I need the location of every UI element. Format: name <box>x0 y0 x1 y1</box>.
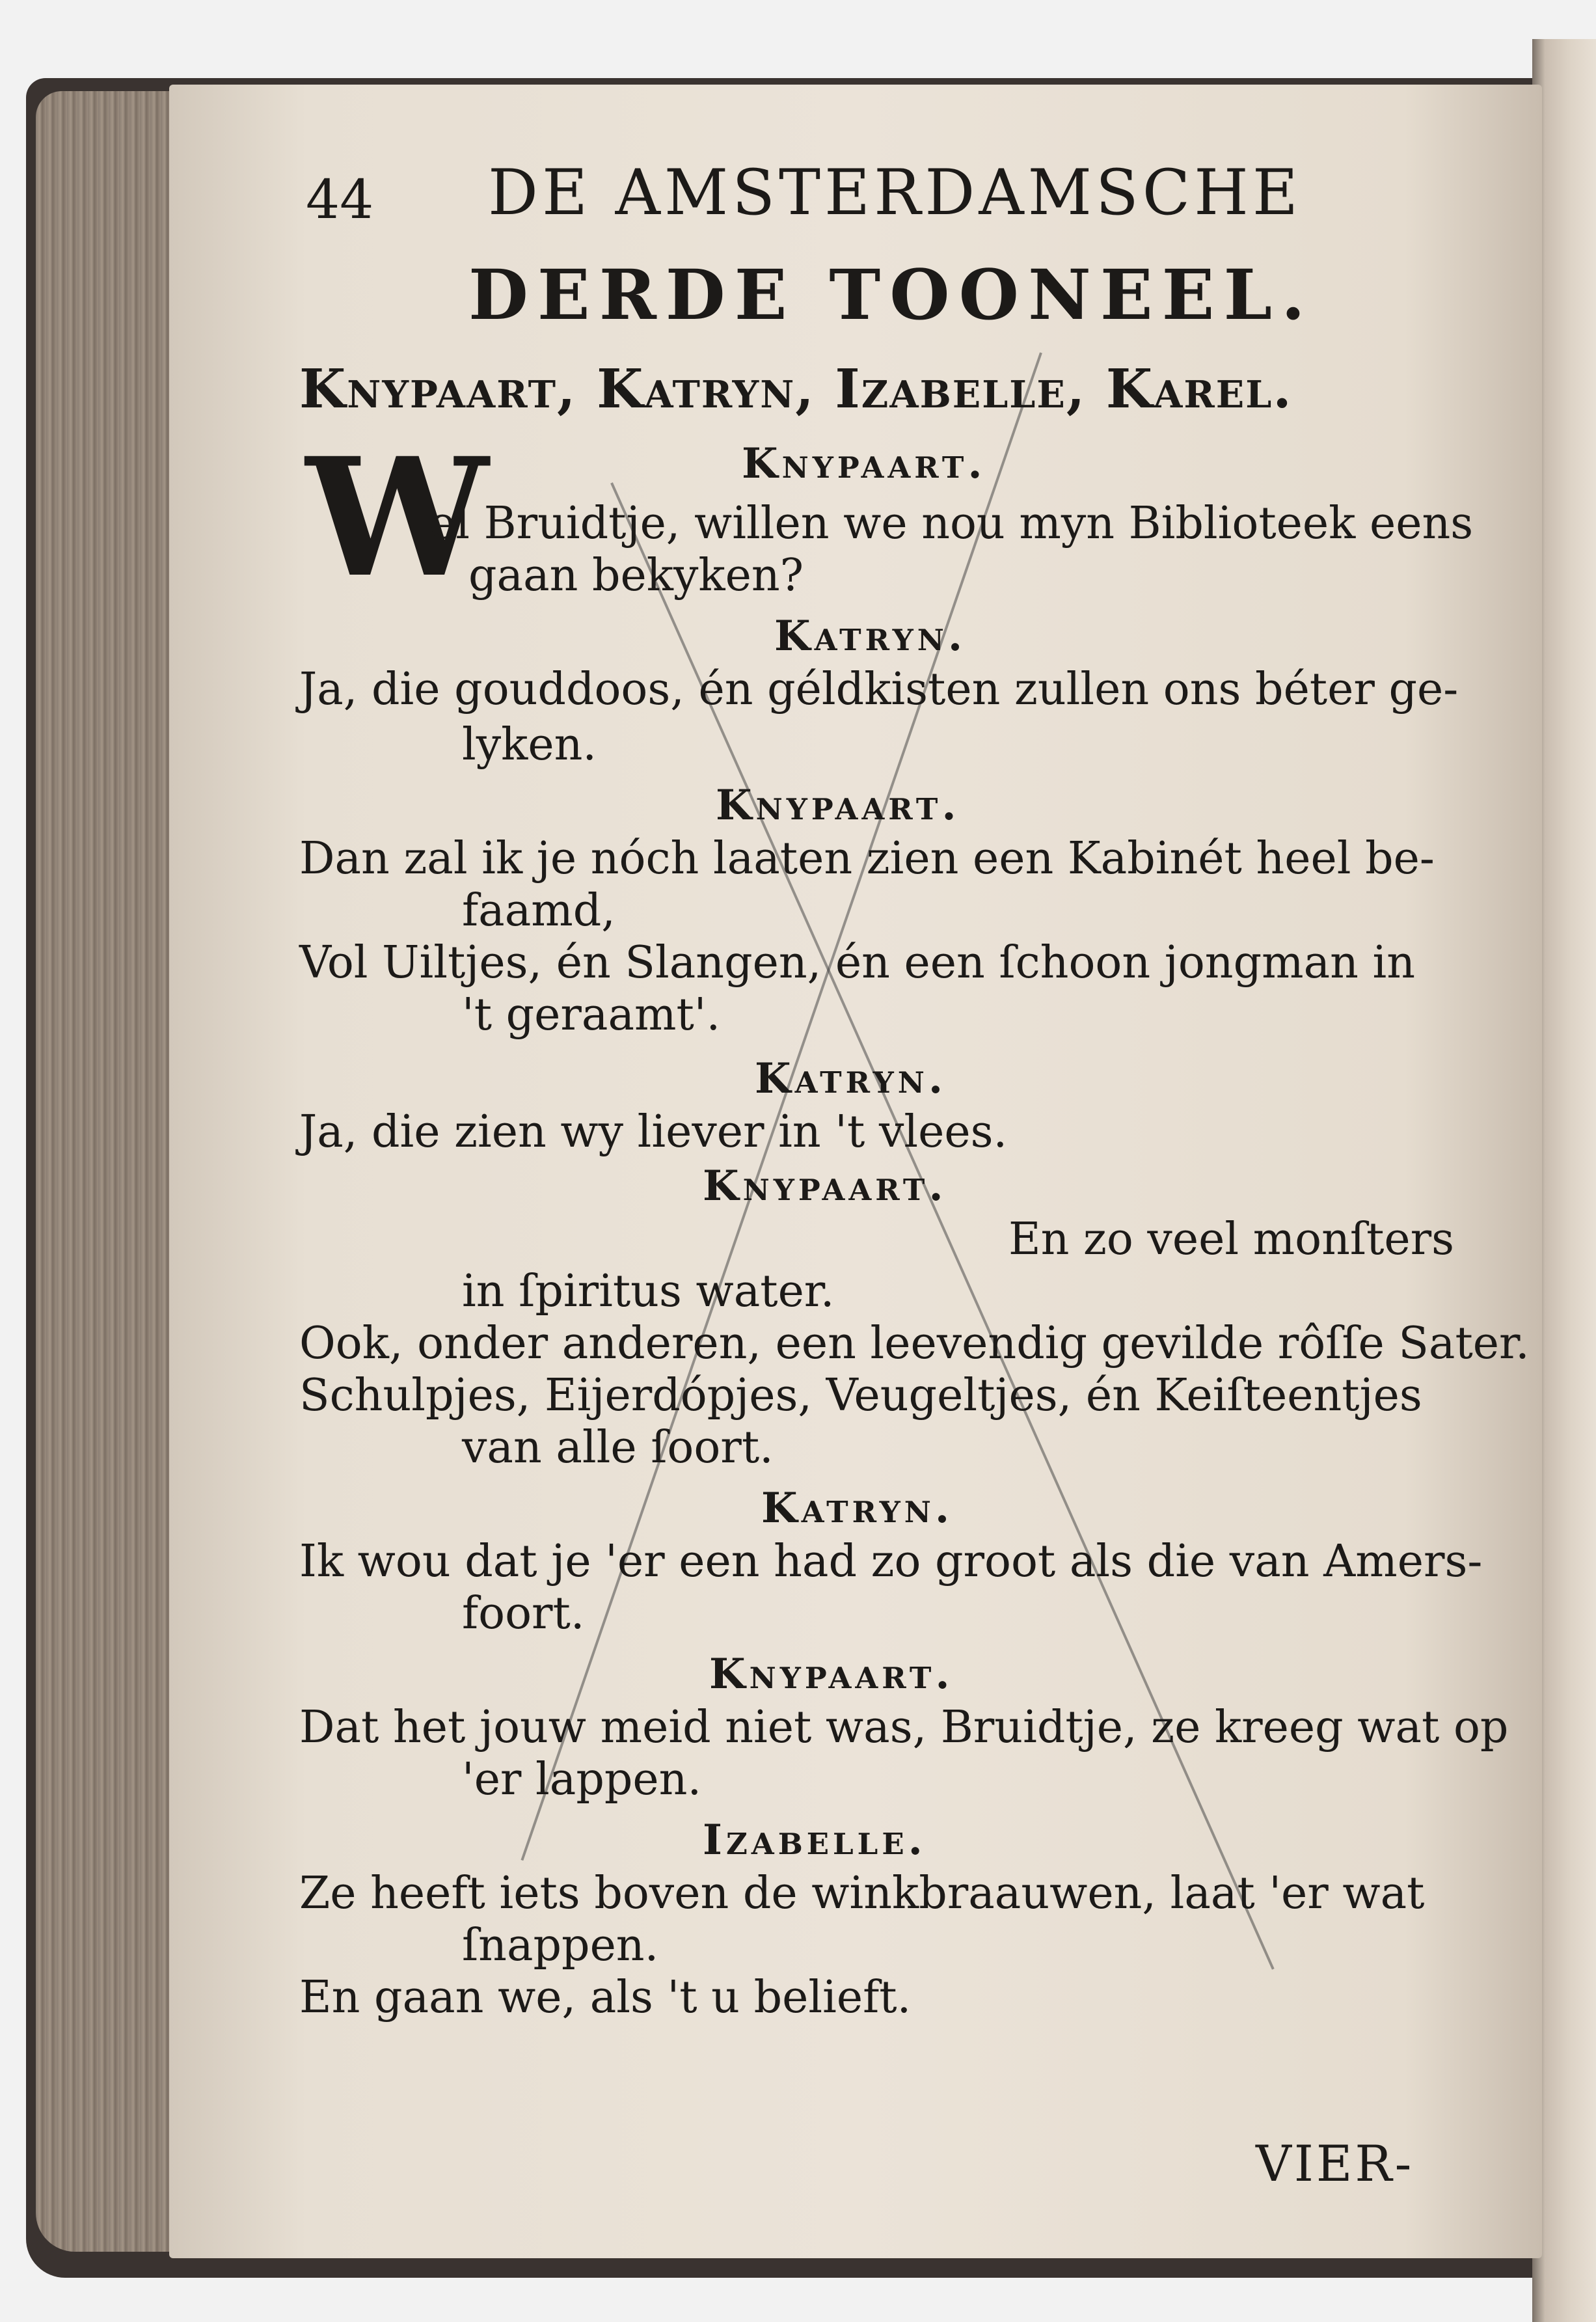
scene-title: DERDE TOONEEL. <box>468 254 1314 335</box>
speaker-label: Knypaart. <box>716 781 960 830</box>
running-title: DE AMSTERDAMSCHE <box>488 156 1302 229</box>
dialogue-line: foort. <box>462 1588 585 1639</box>
dialogue-line: van alle ſoort. <box>462 1422 774 1473</box>
dialogue-line: Dan zal ik je nóch laaten zien een Kabinét heel be- <box>299 833 1435 884</box>
speaker-label: Knypaart. <box>709 1650 954 1699</box>
dialogue-line: lyken. <box>462 719 597 771</box>
dialogue-line: gaan bekyken? <box>468 550 804 601</box>
dialogue-line: En zo veel monſters <box>1008 1214 1455 1265</box>
dialogue-line: Vol Uiltjes, én Slangen, én een ſchoon jongman in <box>299 937 1416 989</box>
speaker-label: Katryn. <box>755 1054 947 1103</box>
dialogue-line: 't geraamt'. <box>462 989 721 1041</box>
drop-cap: W <box>306 422 489 613</box>
page-number: 44 <box>306 169 374 231</box>
catchword: VIER- <box>1256 2135 1414 2192</box>
dialogue-line: Ook, onder anderen, een leevendig gevilde rôſſe Sater. <box>299 1318 1530 1369</box>
speaker-label: Knypaart. <box>742 439 986 488</box>
dialogue-line: Schulpjes, Eijerdópjes, Veugeltjes, én Keiſteentjes <box>299 1370 1422 1421</box>
speaker-label: Katryn. <box>761 1484 954 1533</box>
book-page <box>169 85 1542 2258</box>
dialogue-line: Ze heeft iets boven de winkbraauwen, laat 'er wat <box>299 1868 1425 1919</box>
dialogue-line: faamd, <box>462 885 615 936</box>
dialogue-line: ſnappen. <box>462 1920 659 1971</box>
speaker-label: Katryn. <box>774 612 967 661</box>
dialogue-line: in ſpiritus water. <box>462 1266 835 1317</box>
dialogue-line: el Bruidtje, willen we nou myn Biblioteek eens <box>429 498 1474 549</box>
dialogue-line: Dat het jouw meid niet was, Bruidtje, ze kreeg wat op <box>299 1702 1509 1753</box>
dialogue-line: En gaan we, als 't u belieft. <box>299 1972 912 2023</box>
page-edges <box>36 91 185 2252</box>
dialogue-line: Ja, die gouddoos, én géldkisten zullen ons béter ge- <box>299 664 1459 715</box>
dialogue-line: Ik wou dat je 'er een had zo groot als die van Amers- <box>299 1536 1483 1587</box>
speaker-label: Izabelle. <box>703 1816 926 1864</box>
speaker-label: Knypaart. <box>703 1162 947 1210</box>
dialogue-line: Ja, die zien wy liever in 't vlees. <box>299 1106 1008 1158</box>
cast-list: Knypaart, Katryn, Izabelle, Karel. <box>299 358 1293 420</box>
dialogue-line: 'er lappen. <box>462 1754 702 1805</box>
